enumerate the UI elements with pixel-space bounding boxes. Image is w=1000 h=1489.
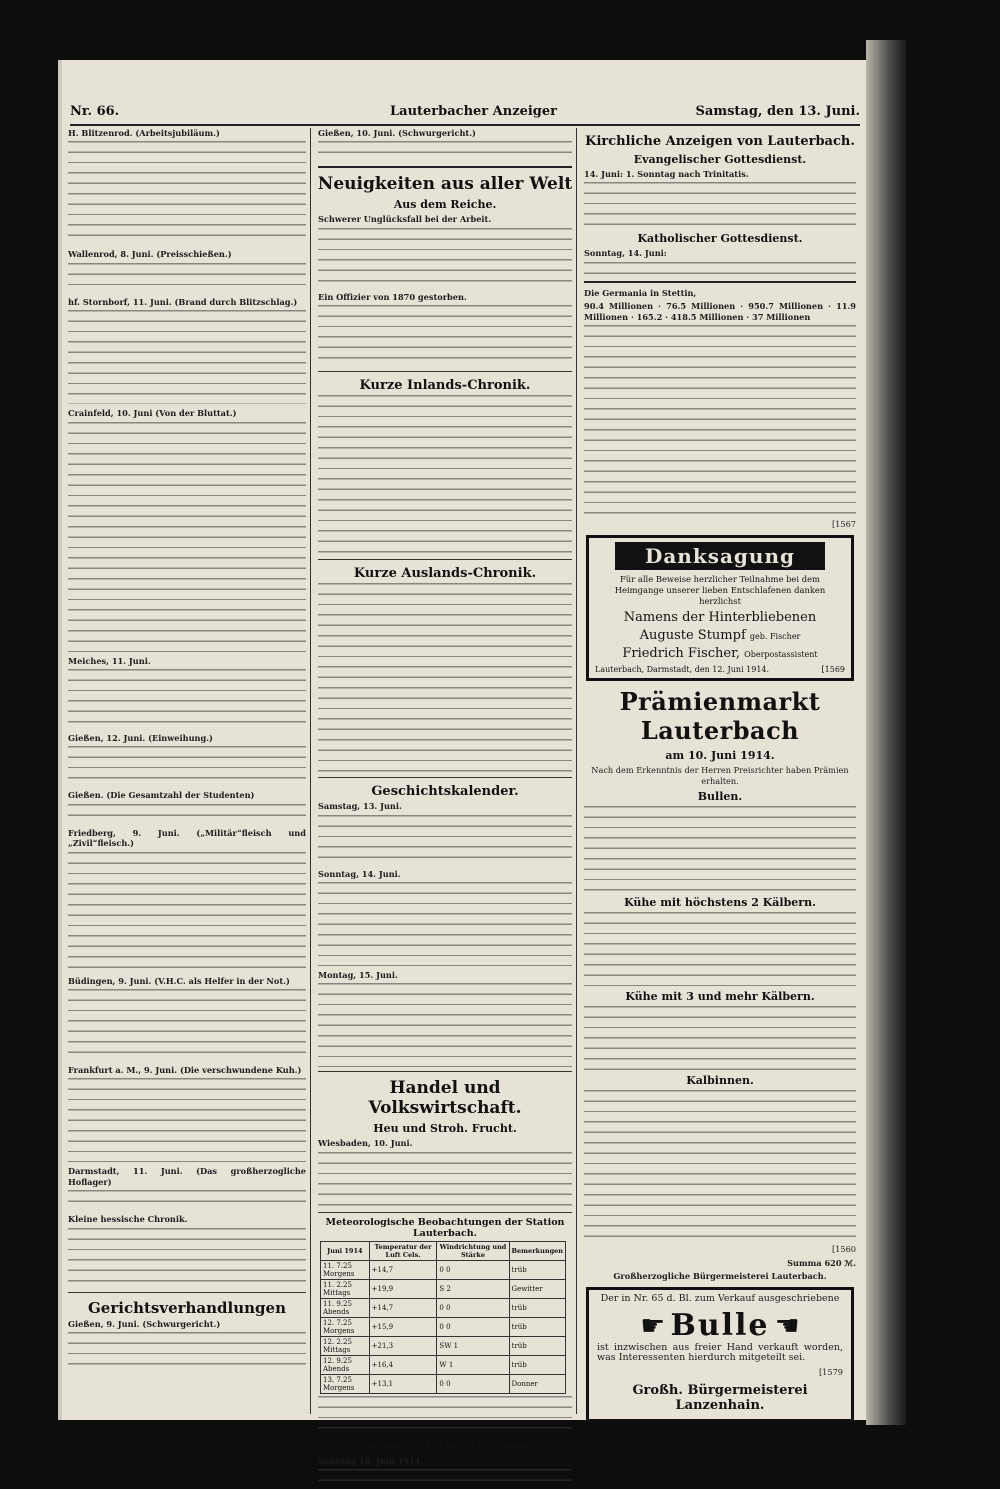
newspaper-page: [58, 60, 866, 1466]
article-body: [68, 804, 306, 824]
article-body: [318, 305, 572, 367]
article-body: [318, 882, 572, 966]
article-body: [584, 262, 856, 276]
article-body: [68, 852, 306, 972]
article-body: [68, 1190, 306, 1210]
calendar-entry-title: Samstag, 13. Juni.: [318, 801, 402, 812]
table-header: Temperatur der Luft Cels.: [369, 1241, 437, 1260]
article-body: [584, 182, 856, 228]
forecast-heading: Voraussichtliche Witterung.: [358, 1439, 532, 1453]
article-title: Gießen, 9. Juni. (Schwurgericht.): [68, 1318, 221, 1329]
column-2: [314, 128, 577, 1466]
article-title: H. Blitzenrod. (Arbeitsjubiläum.): [68, 128, 220, 138]
page-header: [70, 102, 860, 126]
table-header: Windrichtung und Stärke: [437, 1241, 509, 1260]
article-title: Gießen, 10. Juni. (Schwurgericht.): [318, 128, 476, 138]
place: Darmstadt,: [646, 665, 693, 675]
office-signature: Großherzogliche Bürgermeisterei Lauterbach.: [613, 1271, 827, 1282]
pointing-hand-icon: ☛: [640, 1308, 666, 1342]
bulle-word: Bulle: [670, 1307, 770, 1343]
article-title: Meiches, 11. Juni.: [68, 655, 151, 666]
church-entry: 14. Juni: 1. Sonntag nach Trinitatis.: [584, 169, 749, 179]
table-row: 11. 2.25 Mittags +19,9 S 2 Gewitter: [321, 1279, 566, 1298]
article-body: [68, 422, 306, 652]
article-body: [318, 395, 572, 555]
divider: [318, 1212, 572, 1213]
forecast-title: Sonntag 14. Juni 1914.: [318, 1455, 424, 1466]
place: Lauterbach,: [595, 665, 645, 675]
prize-list: [584, 1090, 856, 1240]
article-title: Schwerer Unglücksfall bei der Arbeit.: [318, 214, 492, 225]
prize-list: [584, 912, 856, 986]
prize-list: [584, 806, 856, 892]
article-body: [318, 141, 572, 161]
category-heading: Kühe mit höchstens 2 Kälbern.: [624, 896, 816, 910]
article-title: hf. Stornborf, 11. Juni. (Brand durch Blitzschlag.): [68, 296, 298, 307]
prize-list: [584, 1006, 856, 1070]
article-title: Darmstadt, 11. Juni. (Das großherzogliche Hoflager): [68, 1166, 306, 1187]
article-title: Friedberg, 9. Juni. („Militär“fleisch und „Zivil“fleisch.): [68, 827, 306, 849]
article-title: Die Germania in Stettin,: [584, 287, 697, 298]
prize-total: Summa 620 ℳ.: [787, 1257, 856, 1268]
danksagung-title: Danksagung: [615, 542, 825, 570]
article-body: [68, 141, 306, 245]
page-edge: [866, 40, 906, 1425]
article-body: [68, 310, 306, 404]
danksagung-ad: [586, 535, 854, 681]
article-body: [68, 1078, 306, 1162]
article-title: Frankfurt a. M., 9. Juni. (Die verschwundene Kuh.): [68, 1065, 302, 1076]
table-row: 12. 7.25 Morgens +15,9 0 0 trüb: [321, 1317, 566, 1336]
bereaved-name: Auguste Stumpf: [639, 628, 746, 644]
column-1: [64, 128, 311, 1414]
bereaved-suffix: geb. Fischer: [749, 632, 801, 642]
article-body: [318, 815, 572, 865]
bereaved-suffix: Oberpostassistent: [744, 650, 818, 660]
praemienmarkt-intro: Nach dem Erkenntnis der Herren Preisrichter haben Prämien erhalten.: [591, 765, 849, 786]
newspaper-name: Lauterbacher Anzeiger: [390, 104, 558, 119]
calendar-entry-title: Montag, 15. Juni.: [318, 970, 398, 981]
article-body: [318, 983, 572, 1067]
article-title: Wallenrod, 8. Juni. (Preisschießen.): [68, 249, 232, 260]
weather-table-title: Meteorologische Beobachtungen der Station Lauterbach.: [325, 1216, 565, 1239]
trade-heading: Handel und Volkswirtschaft.: [368, 1078, 522, 1119]
article-title: Büdingen, 9. Juni. (V.H.C. als Helfer in der Not.): [68, 975, 290, 986]
trade-subheading: Heu und Stroh. Frucht.: [373, 1122, 517, 1136]
ad-reference: [1569: [821, 665, 845, 675]
weather-table: [320, 1241, 566, 1394]
issue-date: Samstag, den 13. Juni.: [695, 104, 860, 119]
danksagung-text: Für alle Beweise herzlicher Teilnahme bei dem Heimgange unserer lieben Entschlafenen danken herzlichst: [614, 574, 826, 607]
table-header: Bemerkungen: [509, 1241, 565, 1260]
table-header: Juni 1914: [321, 1241, 370, 1260]
ausland-heading: Kurze Auslands-Chronik.: [353, 566, 537, 582]
table-row: 11. 9.25 Abends +14,7 0 0 trüb: [321, 1298, 566, 1317]
bulle-intro: Der in Nr. 65 d. Bl. zum Verkauf ausgeschriebene: [600, 1293, 840, 1305]
date: den 12. Juni 1914.: [694, 665, 770, 675]
bereaved-name: Friedrich Fischer,: [622, 646, 741, 662]
issue-number: Nr. 66.: [70, 104, 120, 119]
column-3: [580, 128, 860, 1414]
church-heading: Kirchliche Anzeigen von Lauterbach.: [585, 134, 855, 149]
divider: [318, 371, 572, 372]
category-heading: Bullen.: [697, 790, 743, 804]
bulle-ad: [586, 1287, 854, 1422]
article-body: [68, 1228, 306, 1288]
article-body: [318, 228, 572, 288]
pointing-hand-icon: ☚: [774, 1308, 800, 1342]
office-signature: Großh. Bürgermeisterei Lanzenhain.: [632, 1383, 808, 1414]
danksagung-line: Namens der Hinterbliebenen: [623, 610, 817, 626]
article-body: [68, 746, 306, 786]
article-title: Ein Offizier von 1870 gestorben.: [318, 291, 467, 302]
article-title: Gießen. (Die Gesamtzahl der Studenten): [68, 790, 255, 801]
table-row: 11. 7.25 Morgens +14,7 0 0 trüb: [321, 1260, 566, 1279]
praemienmarkt-date: am 10. Juni 1914.: [665, 749, 775, 763]
article-title: Wiesbaden, 10. Juni.: [318, 1138, 413, 1149]
inland-heading: Kurze Inlands-Chronik.: [359, 378, 531, 394]
article-body: [318, 1469, 572, 1489]
category-heading: Kalbinnen.: [686, 1074, 754, 1088]
divider: [318, 1071, 572, 1072]
ad-reference: [1567: [831, 519, 856, 530]
church-subheading: Katholischer Gottesdienst.: [637, 232, 803, 246]
article-body: [68, 669, 306, 729]
article-body: [68, 989, 306, 1061]
calendar-entry-title: Sonntag, 14. Juni.: [318, 868, 401, 879]
article-body: [318, 1152, 572, 1208]
article-body: [68, 263, 306, 293]
divider: [318, 166, 572, 168]
divider: [68, 1292, 306, 1293]
article-title: Gießen, 12. Juni. (Einweihung.): [68, 733, 213, 744]
article-body: [318, 583, 572, 773]
church-entry: Sonntag, 14. Juni:: [584, 248, 667, 259]
table-row: 12. 2.25 Mittags +21,3 SW 1 trüb: [321, 1336, 566, 1355]
table-notes: [318, 1396, 572, 1436]
article-title: Crainfeld, 10. Juni (Von der Bluttat.): [68, 408, 237, 419]
praemienmarkt-title: Prämienmarkt Lauterbach: [619, 687, 821, 746]
germania-figures: 90.4 Millionen · 76.5 Millionen · 950.7 Millionen · 11.9 Millionen · 165.2 · 418.5 Millionen · 37 Millionen: [584, 301, 857, 322]
table-row: 13. 7.25 Morgens +13,1 0 0 Donner: [321, 1374, 566, 1393]
ad-reference: [1560: [831, 1244, 856, 1255]
calendar-heading: Geschichtskalender.: [371, 784, 519, 800]
article-body: [68, 1332, 306, 1372]
category-heading: Kühe mit 3 und mehr Kälbern.: [625, 990, 815, 1004]
divider: [584, 281, 856, 283]
bulle-text: ist inzwischen aus freier Hand verkauft worden, was Interessenten hierdurch mitgeteilt sei.: [597, 1341, 843, 1364]
divider: [318, 559, 572, 560]
article-title: Kleine hessische Chronik.: [68, 1214, 188, 1225]
ad-reference: [1579: [818, 1366, 843, 1377]
divider: [318, 777, 572, 778]
court-heading: Gerichtsverhandlungen: [88, 1298, 286, 1317]
article-body: [584, 325, 856, 515]
news-heading: Neuigkeiten aus aller Welt: [317, 174, 573, 195]
news-subheading: Aus dem Reiche.: [393, 198, 497, 212]
church-subheading: Evangelischer Gottesdienst.: [633, 153, 807, 166]
table-row: 12. 9.25 Abends +16,4 W 1 trüb: [321, 1355, 566, 1374]
